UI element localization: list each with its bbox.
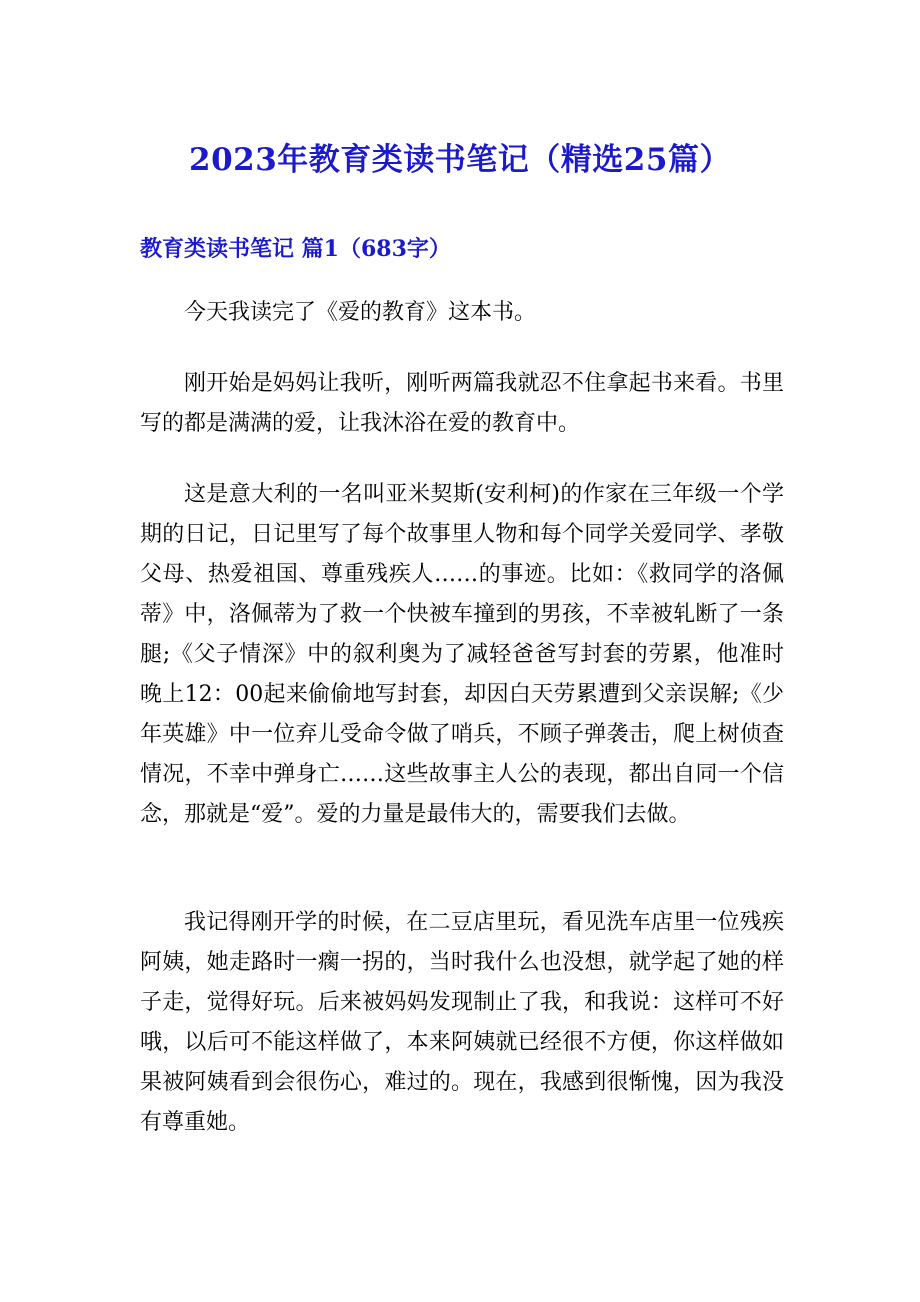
paragraph-4: 我记得刚开学的时候，在二豆店里玩，看见洗车店里一位残疾阿姨，她走路时一瘸一拐的，当时我什么也没想，就学起了她的样子走，觉得好玩。后来被妈妈发现制止了我，和我说：这样可不好哦，以后可不能这样做了，本来阿姨就已经很不方便，你这样做如果被阿姨看到会很伤心，难过的。现在，我感到很惭愧，因为我没有尊重她。 [140, 910, 784, 1135]
document-title: 2023年教育类读书笔记（精选25篇） [189, 142, 731, 178]
paragraph-3: 这是意大利的一名叫亚米契斯(安利柯)的作家在三年级一个学期的日记，日记里写了每个故事里人物和每个同学关爱同学、孝敬父母、热爱祖国、尊重残疾人……的事迹。比如：《救同学的洛佩蒂》中，洛佩蒂为了救一个快被车撞到的男孩，不幸被轧断了一条腿;《父子情深》中的叙利奥为了减轻爸爸写封套的劳累，他准时晚上12：00起来偷偷地写封套，却因白天劳累遭到父亲误解;《少年英雄》中一位弃儿受命令做了哨兵，不顾子弹袭击，爬上树侦查情况，不幸中弹身亡……这些故事主人公的表现，都出自同一个信念，那就是“爱”。爱的力量是最伟大的，需要我们去做。 [140, 482, 784, 827]
section-heading: 教育类读书笔记 篇1（683字） [140, 236, 451, 262]
paragraph-1: 今天我读完了《爱的教育》这本书。 [184, 300, 537, 325]
paragraph-2: 刚开始是妈妈让我听，刚听两篇我就忍不住拿起书来看。书里写的都是满满的爱，让我沐浴在爱的教育中。 [140, 371, 784, 436]
